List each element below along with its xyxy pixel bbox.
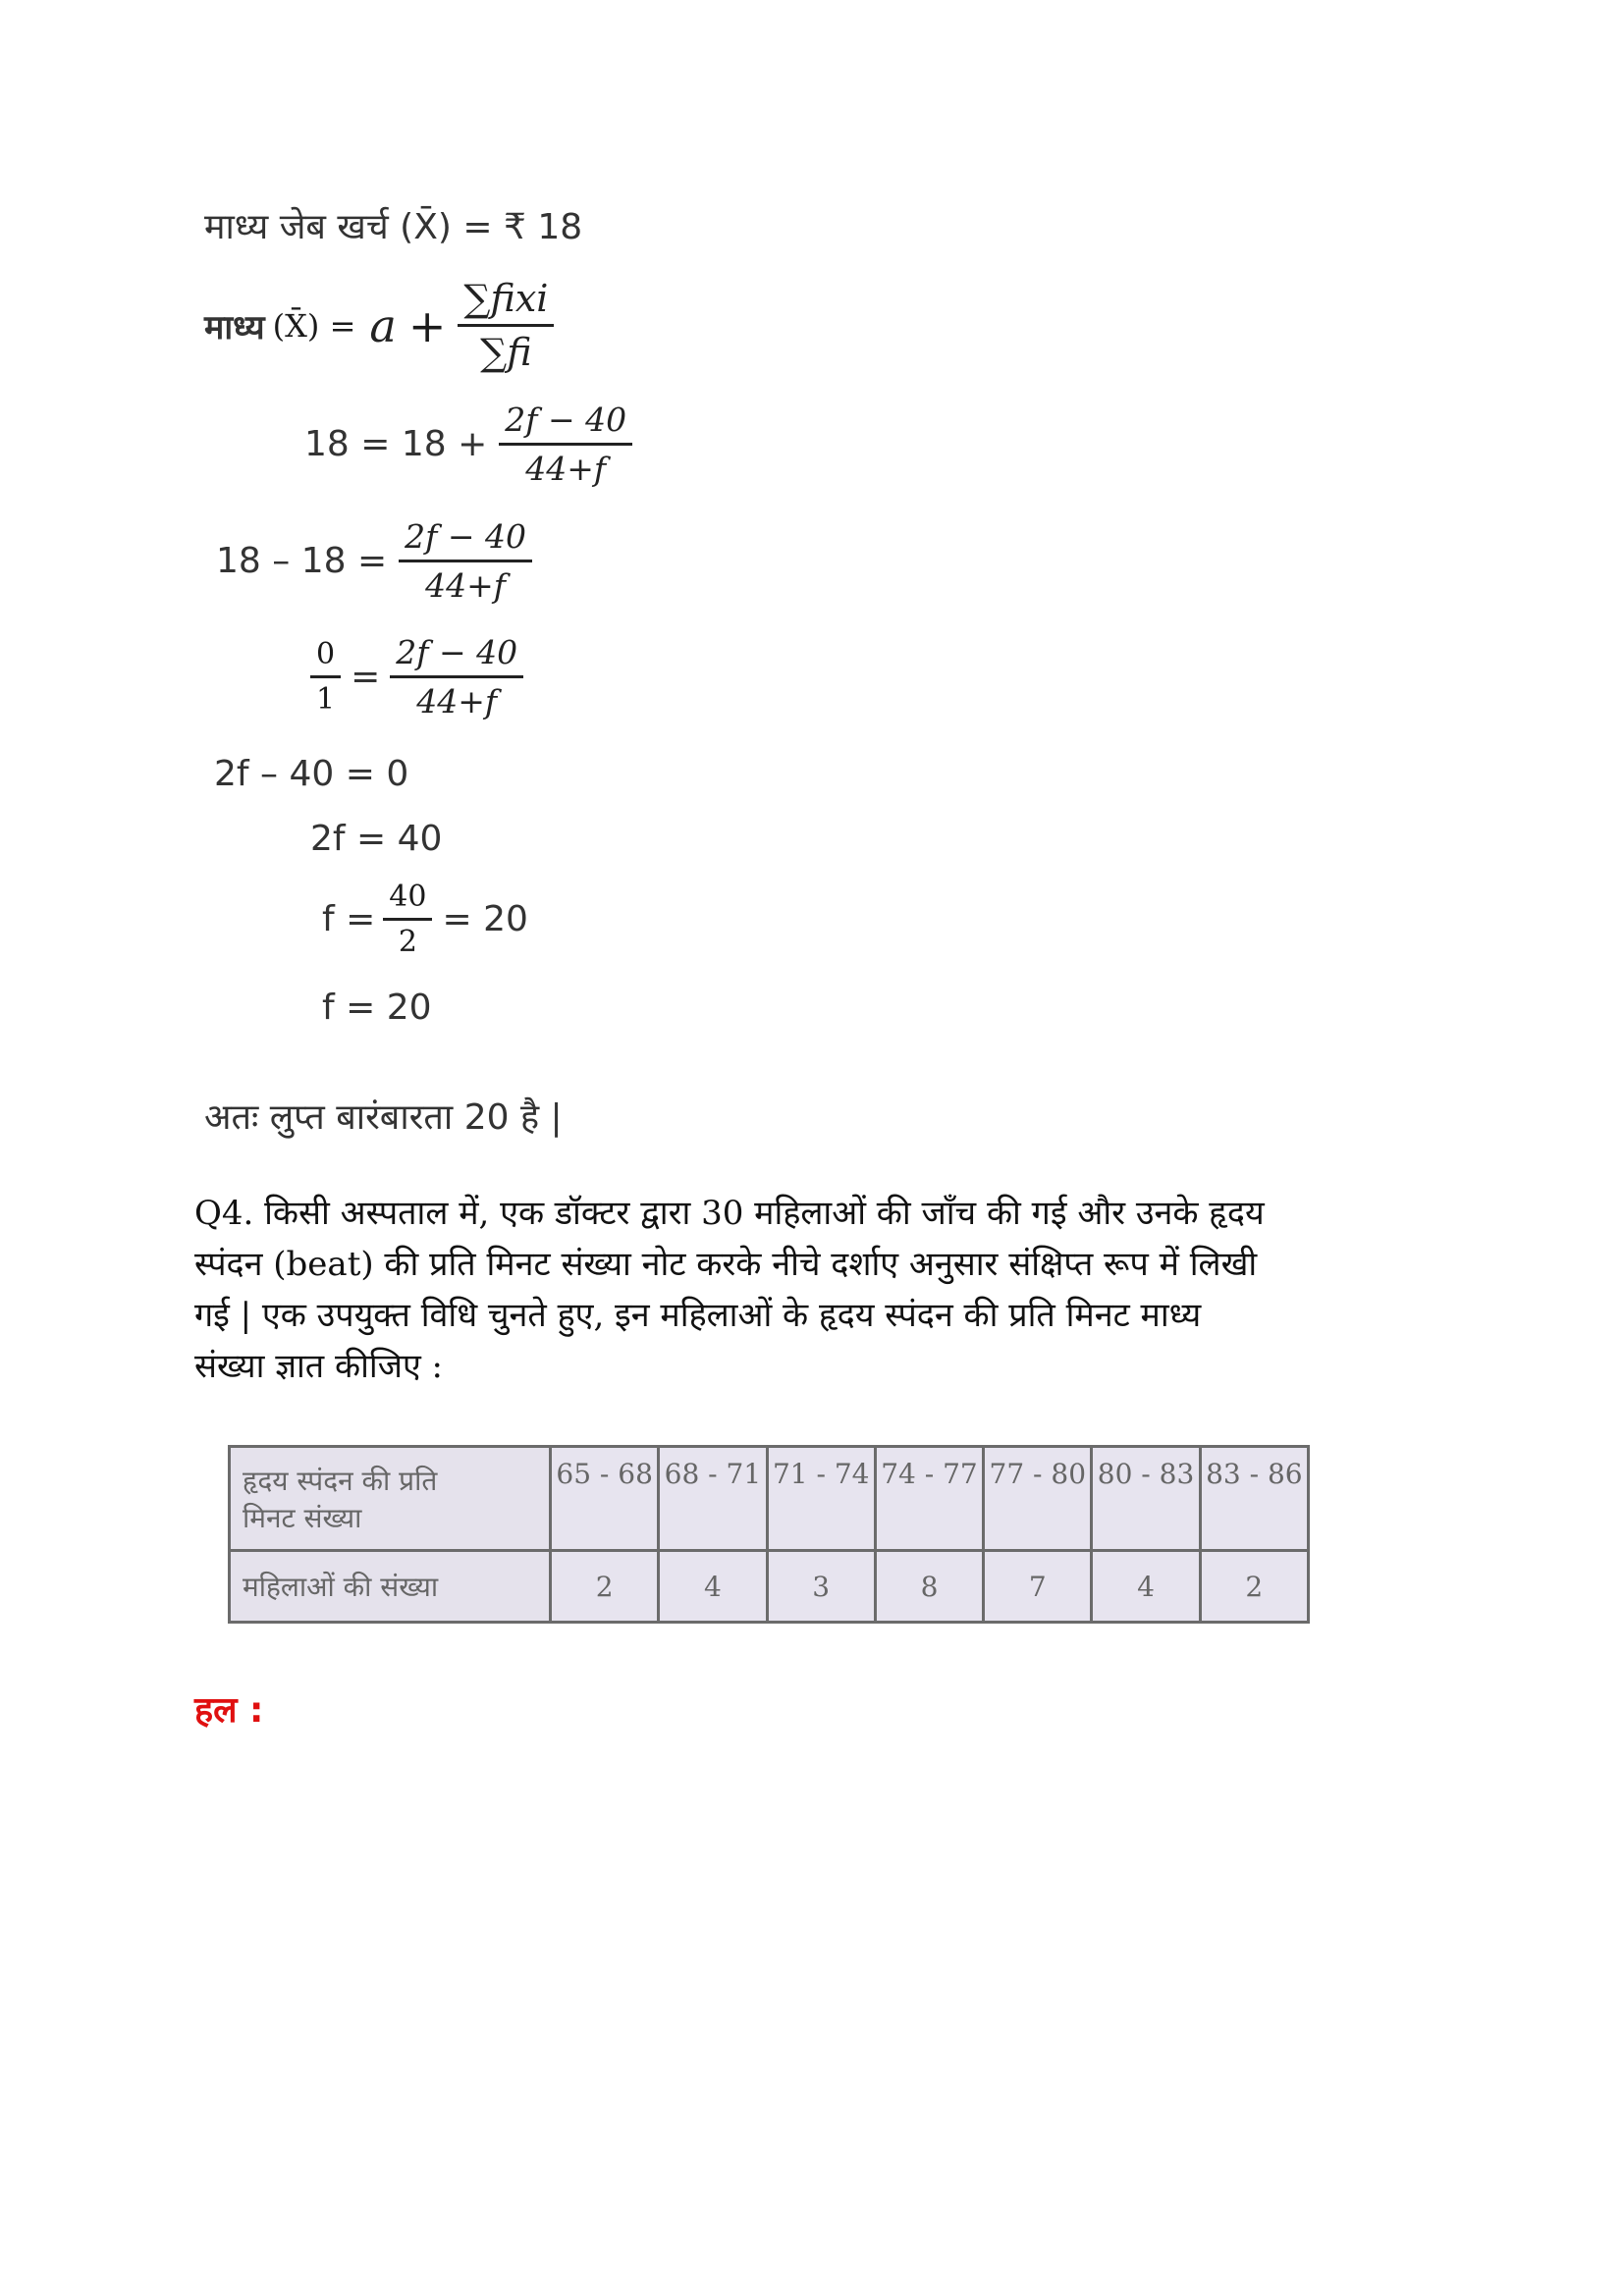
table-row-counts	[230, 1551, 1309, 1623]
question-text	[194, 1188, 1265, 1392]
equation-2	[216, 517, 532, 605]
row1-label-line-a: हृदय स्पंदन की प्रति	[243, 1464, 438, 1497]
count-cell: 4	[659, 1551, 767, 1623]
eq6-denominator: 2	[398, 925, 417, 959]
eq1-fraction	[499, 400, 632, 488]
formula-label: माध्य	[204, 307, 265, 347]
eq3-left-fraction	[310, 637, 341, 717]
eq3-fraction	[390, 633, 523, 721]
mean-formula	[204, 277, 554, 374]
eq1-numerator: 2f − 40	[499, 400, 632, 446]
interval-cell: 71 - 74	[767, 1447, 875, 1551]
count-cell: 4	[1092, 1551, 1200, 1623]
equation-4: 2f – 40 = 0	[214, 754, 409, 794]
eq6-fraction	[383, 880, 432, 959]
count-cell: 2	[1200, 1551, 1308, 1623]
table-row-intervals	[230, 1447, 1309, 1551]
question-line-2: स्पंदन (beat) की प्रति मिनट संख्या नोट करके नीचे दर्शाए अनुसार संक्षिप्त रूप में लिखी	[194, 1245, 1258, 1284]
eq6-right: = 20	[442, 899, 528, 939]
question-line-4: संख्या ज्ञात कीजिए :	[194, 1347, 444, 1386]
conclusion-line: अतः लुप्त बारंबारता 20 है |	[204, 1097, 563, 1138]
question-line-1: Q4. किसी अस्पताल में, एक डॉक्टर द्वारा 30 महिलाओं की जाँच की गई और उनके हृदय	[194, 1194, 1265, 1233]
solution-label: हल :	[194, 1690, 264, 1731]
eq1-denominator: 44+f	[525, 450, 607, 488]
heartbeat-table	[228, 1445, 1310, 1624]
eq3-equals: =	[351, 657, 381, 697]
row1-label-cell	[230, 1447, 551, 1551]
formula-denominator: ∑fi	[480, 331, 532, 374]
count-cell: 2	[551, 1551, 659, 1623]
eq3-denominator: 44+f	[416, 682, 498, 721]
equation-5: 2f = 40	[310, 819, 443, 859]
given-mean-line: माध्य जेब खर्च (X̄) = ₹ 18	[204, 207, 583, 247]
formula-fraction	[458, 277, 554, 374]
count-cell: 3	[767, 1551, 875, 1623]
eq2-fraction	[399, 517, 532, 605]
row1-label-line-b: मिनट संख्या	[243, 1501, 362, 1534]
interval-cell: 83 - 86	[1200, 1447, 1308, 1551]
eq2-denominator: 44+f	[425, 566, 506, 605]
eq3-left-numerator: 0	[310, 637, 341, 678]
interval-cell: 74 - 77	[875, 1447, 983, 1551]
interval-cell: 68 - 71	[659, 1447, 767, 1551]
formula-numerator: ∑fixi	[458, 277, 554, 327]
eq6-numerator: 40	[383, 880, 432, 921]
eq3-left-denominator: 1	[316, 682, 336, 717]
eq6-left: f =	[322, 899, 376, 939]
row2-label-cell: महिलाओं की संख्या	[230, 1551, 551, 1623]
count-cell: 7	[984, 1551, 1092, 1623]
formula-plus: +	[407, 298, 447, 352]
interval-cell: 65 - 68	[551, 1447, 659, 1551]
interval-cell: 80 - 83	[1092, 1447, 1200, 1551]
formula-xbar: (X̄) =	[272, 306, 356, 345]
equation-7: f = 20	[322, 988, 432, 1028]
formula-a: a	[369, 298, 397, 352]
count-cell: 8	[875, 1551, 983, 1623]
question-line-3: गई | एक उपयुक्त विधि चुनते हुए, इन महिलाओं के हृदय स्पंदन की प्रति मिनट माध्य	[194, 1296, 1202, 1335]
equation-3	[310, 633, 523, 721]
eq2-numerator: 2f − 40	[399, 517, 532, 562]
eq1-left: 18 = 18 +	[304, 424, 488, 464]
eq3-numerator: 2f − 40	[390, 633, 523, 678]
eq2-left: 18 – 18 =	[216, 541, 388, 581]
equation-1	[304, 400, 632, 488]
equation-6	[322, 880, 528, 959]
interval-cell: 77 - 80	[984, 1447, 1092, 1551]
